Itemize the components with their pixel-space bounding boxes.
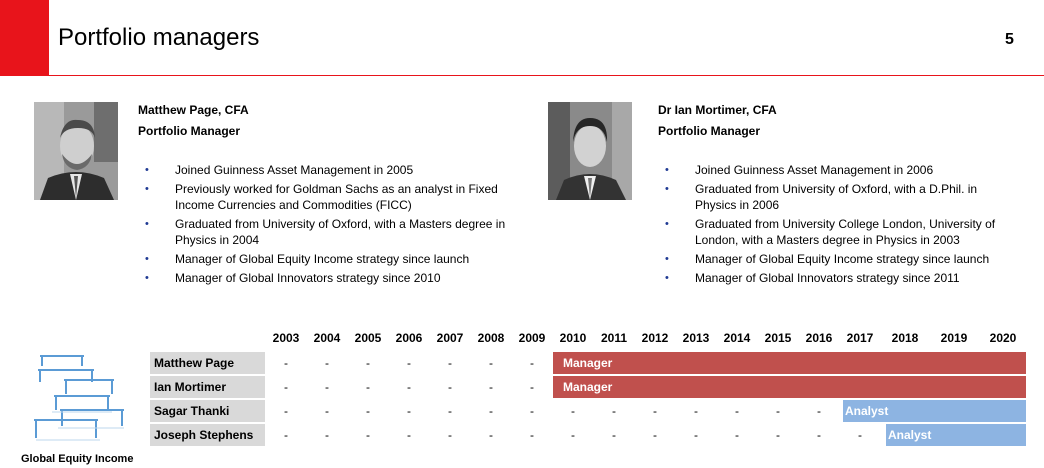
timeline-dash: - (530, 428, 534, 442)
page-title: Portfolio managers (58, 24, 260, 51)
timeline-dash: - (284, 356, 288, 370)
timeline-dash: - (366, 428, 370, 442)
timeline-dash: - (366, 404, 370, 418)
timeline-dash: - (653, 404, 657, 418)
manager-bar: Manager (553, 352, 1026, 374)
bullet-item: • Graduated from University of Oxford, with a Masters degree in Physics in 2004 (145, 216, 540, 248)
year-header-2017: 2017 (846, 331, 874, 345)
timeline-dash: - (448, 428, 452, 442)
timeline-dash: - (284, 380, 288, 394)
timeline-dash: - (325, 356, 329, 370)
timeline-dash: - (530, 356, 534, 370)
bullet-item: • Manager of Global Equity Income strategy since launch (145, 251, 540, 267)
bullet-item: • Previously worked for Goldman Sachs as an analyst in Fixed Income Currencies and Commodities (FICC) (145, 181, 540, 213)
manager-name: Dr Ian Mortimer, CFA (658, 103, 777, 117)
year-header-2020: 2020 (989, 331, 1017, 345)
year-header-2010: 2010 (559, 331, 587, 345)
timeline-dash: - (694, 404, 698, 418)
bullet-item: • Graduated from University College London, University of London, with a Masters degree in Physics in 2003 (665, 216, 1015, 248)
year-header-2015: 2015 (764, 331, 792, 345)
year-header-2013: 2013 (682, 331, 710, 345)
year-header-2012: 2012 (641, 331, 669, 345)
timeline-dash: - (530, 404, 534, 418)
timeline-dash: - (407, 404, 411, 418)
timeline-dash: - (325, 404, 329, 418)
manager-bar: Manager (553, 376, 1026, 398)
year-header-2019: 2019 (940, 331, 968, 345)
timeline-dash: - (858, 428, 862, 442)
page-number: 5 (1005, 31, 1014, 48)
bullet-item: • Manager of Global Innovators strategy since 2010 (145, 270, 540, 286)
year-header-2006: 2006 (395, 331, 423, 345)
timeline-dash: - (407, 380, 411, 394)
timeline-dash: - (325, 428, 329, 442)
analyst-bar: Analyst (843, 400, 1026, 422)
timeline-dash: - (612, 428, 616, 442)
bullet-item: • Graduated from University of Oxford, with a D.Phil. in Physics in 2006 (665, 181, 1015, 213)
manager-role: Portfolio Manager (658, 124, 761, 138)
timeline-dash: - (448, 380, 452, 394)
timeline-caption: Global Equity Income (21, 453, 134, 465)
bullet-item: • Joined Guinness Asset Management in 2005 (145, 162, 540, 178)
timeline-dash: - (407, 428, 411, 442)
year-header-2011: 2011 (600, 331, 628, 345)
year-header-2007: 2007 (436, 331, 464, 345)
year-header-2005: 2005 (354, 331, 382, 345)
bullet-item: • Manager of Global Equity Income strategy since launch (665, 251, 1015, 267)
timeline-dash: - (817, 428, 821, 442)
timeline-dash: - (489, 428, 493, 442)
manager-role: Portfolio Manager (138, 124, 241, 138)
timeline-dash: - (284, 428, 288, 442)
manager-name: Matthew Page, CFA (138, 103, 249, 117)
year-header-2016: 2016 (805, 331, 833, 345)
analyst-bar: Analyst (886, 424, 1026, 446)
timeline-dash: - (653, 428, 657, 442)
timeline-dash: - (448, 356, 452, 370)
timeline-dash: - (489, 356, 493, 370)
timeline-row-label: Matthew Page (150, 352, 265, 374)
bullet-item: • Joined Guinness Asset Management in 2006 (665, 162, 1015, 178)
timeline-dash: - (612, 404, 616, 418)
timeline-dash: - (571, 404, 575, 418)
timeline-dash: - (448, 404, 452, 418)
timeline-dash: - (571, 428, 575, 442)
year-header-2018: 2018 (891, 331, 919, 345)
year-header-2008: 2008 (477, 331, 505, 345)
timeline-dash: - (407, 356, 411, 370)
timeline-dash: - (735, 404, 739, 418)
timeline-dash: - (776, 404, 780, 418)
bullet-item: • Manager of Global Innovators strategy since 2011 (665, 270, 1015, 286)
timeline-dash: - (366, 380, 370, 394)
year-header-2009: 2009 (518, 331, 546, 345)
timeline-dash: - (325, 380, 329, 394)
timeline-row-label: Sagar Thanki (150, 400, 265, 422)
hurdles-icon (14, 350, 134, 446)
timeline-row-label: Joseph Stephens (150, 424, 265, 446)
timeline-dash: - (284, 404, 288, 418)
year-header-2014: 2014 (723, 331, 751, 345)
timeline-dash: - (694, 428, 698, 442)
timeline-dash: - (735, 428, 739, 442)
timeline-dash: - (366, 356, 370, 370)
timeline-dash: - (530, 380, 534, 394)
timeline-dash: - (489, 380, 493, 394)
year-header-2003: 2003 (272, 331, 300, 345)
timeline-row-label: Ian Mortimer (150, 376, 265, 398)
timeline-dash: - (489, 404, 493, 418)
timeline-dash: - (776, 428, 780, 442)
timeline-dash: - (817, 404, 821, 418)
year-header-2004: 2004 (313, 331, 341, 345)
